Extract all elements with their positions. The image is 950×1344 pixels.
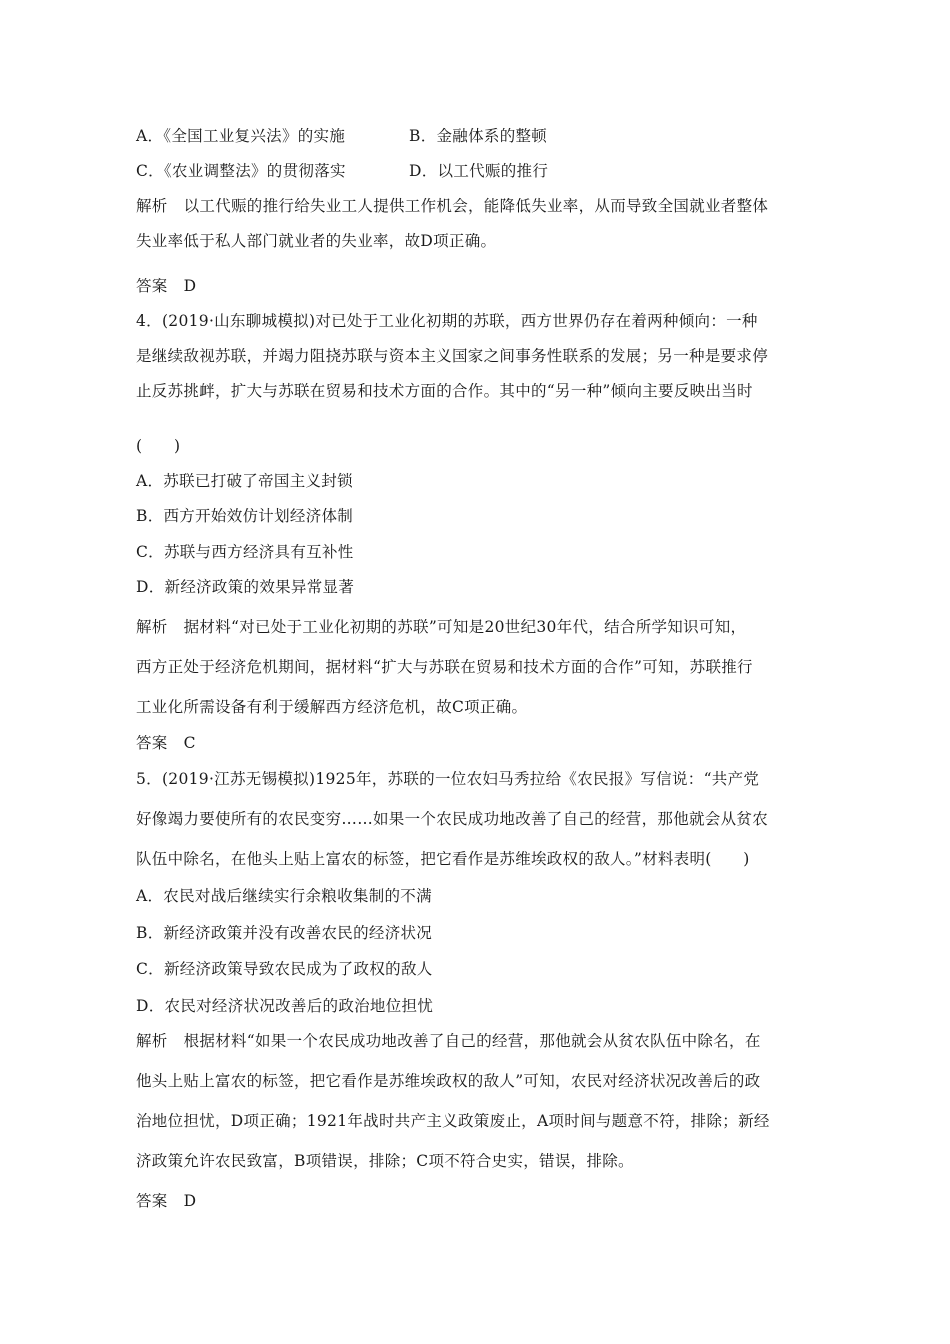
q5-analysis-line-3: 治地位担忧，D项正确；1921年战时共产主义政策废止，A项时间与题意不符，排除；新经 — [136, 1112, 770, 1130]
q4-option-c: C．苏联与西方经济具有互补性 — [136, 543, 354, 561]
q3-answer-label: 答案 — [136, 277, 168, 295]
q5-answer-line — [136, 1190, 816, 1212]
q3-answer-value: D — [183, 277, 197, 295]
q4-analysis-line-2: 西方正处于经济危机期间，据材料“扩大与苏联在贸易和技术方面的合作”可知，苏联推行 — [136, 658, 753, 676]
q4-stem-line-1: 4．(2019·山东聊城模拟)对已处于工业化初期的苏联，西方世界仍存在着两种倾向：一种 — [136, 312, 758, 330]
q4-analysis-line-3: 工业化所需设备有利于缓解西方经济危机，故C项正确。 — [136, 698, 528, 716]
q3-analysis-text-1: 以工代赈的推行给失业工人提供工作机会，能降低失业率，从而导致全国就业者整体 — [183, 197, 769, 215]
q3-option-b: B．金融体系的整顿 — [409, 127, 548, 145]
q5-option-b: B．新经济政策并没有改善农民的经济状况 — [136, 924, 433, 942]
q4-option-b: B．西方开始效仿计划经济体制 — [136, 507, 354, 525]
q5-stem-line-3: 队伍中除名，在他头上贴上富农的标签，把它看作是苏维埃政权的敌人。”材料表明( ) — [136, 850, 750, 868]
q5-option-c: C．新经济政策导致农民成为了政权的敌人 — [136, 960, 433, 978]
q5-analysis-text-1: 根据材料“如果一个农民成功地改善了自己的经营，那他就会从贫农队伍中除名，在 — [183, 1032, 761, 1050]
q5-analysis-line-4: 济政策允许农民致富，B项错误，排除；C项不符合史实，错误，排除。 — [136, 1152, 634, 1170]
q5-answer-value: D — [183, 1192, 197, 1210]
q4-answer-value: C — [183, 734, 196, 752]
q5-answer-label: 答案 — [136, 1192, 168, 1210]
q4-analysis-text-1: 据材料“对已处于工业化初期的苏联”可知是20世纪30年代，结合所学知识可知， — [183, 618, 747, 636]
q5-option-d: D．农民对经济状况改善后的政治地位担忧 — [136, 997, 434, 1015]
q5-option-a: A．农民对战后继续实行余粮收集制的不满 — [136, 887, 432, 905]
q4-answer-label: 答案 — [136, 734, 168, 752]
q3-analysis-line-1 — [136, 195, 816, 217]
q4-option-a: A．苏联已打破了帝国主义封锁 — [136, 472, 353, 490]
q4-analysis-label: 解析 — [136, 618, 168, 636]
q3-option-c: C．《农业调整法》的贯彻落实 — [136, 162, 346, 180]
q5-analysis-line-1 — [136, 1030, 816, 1052]
q4-answer-blank: ( ) — [136, 437, 181, 455]
q4-stem-line-2: 是继续敌视苏联，并竭力阻挠苏联与资本主义国家之间事务性联系的发展；另一种是要求停 — [136, 347, 769, 365]
q3-option-a: A．《全国工业复兴法》的实施 — [136, 127, 346, 145]
q4-answer-line — [136, 732, 816, 754]
q3-analysis-label: 解析 — [136, 197, 168, 215]
q5-analysis-line-2: 他头上贴上富农的标签，把它看作是苏维埃政权的敌人”可知，农民对经济状况改善后的政 — [136, 1072, 761, 1090]
q5-stem-line-2: 好像竭力要使所有的农民变穷……如果一个农民成功地改善了自己的经营，那他就会从贫农 — [136, 810, 769, 828]
q3-analysis-line-2: 失业率低于私人部门就业者的失业率，故D项正确。 — [136, 232, 497, 250]
q5-stem-line-1: 5．(2019·江苏无锡模拟)1925年，苏联的一位农妇马秀拉给《农民报》写信说：“共产党 — [136, 770, 760, 788]
q3-answer-line — [136, 275, 816, 297]
q4-stem-line-3: 止反苏挑衅，扩大与苏联在贸易和技术方面的合作。其中的“另一种”倾向主要反映出当时 — [136, 382, 753, 400]
q4-analysis-line-1 — [136, 616, 816, 638]
q4-option-d: D．新经济政策的效果异常显著 — [136, 578, 355, 596]
q3-option-d: D．以工代赈的推行 — [409, 162, 549, 180]
q5-analysis-label: 解析 — [136, 1032, 168, 1050]
